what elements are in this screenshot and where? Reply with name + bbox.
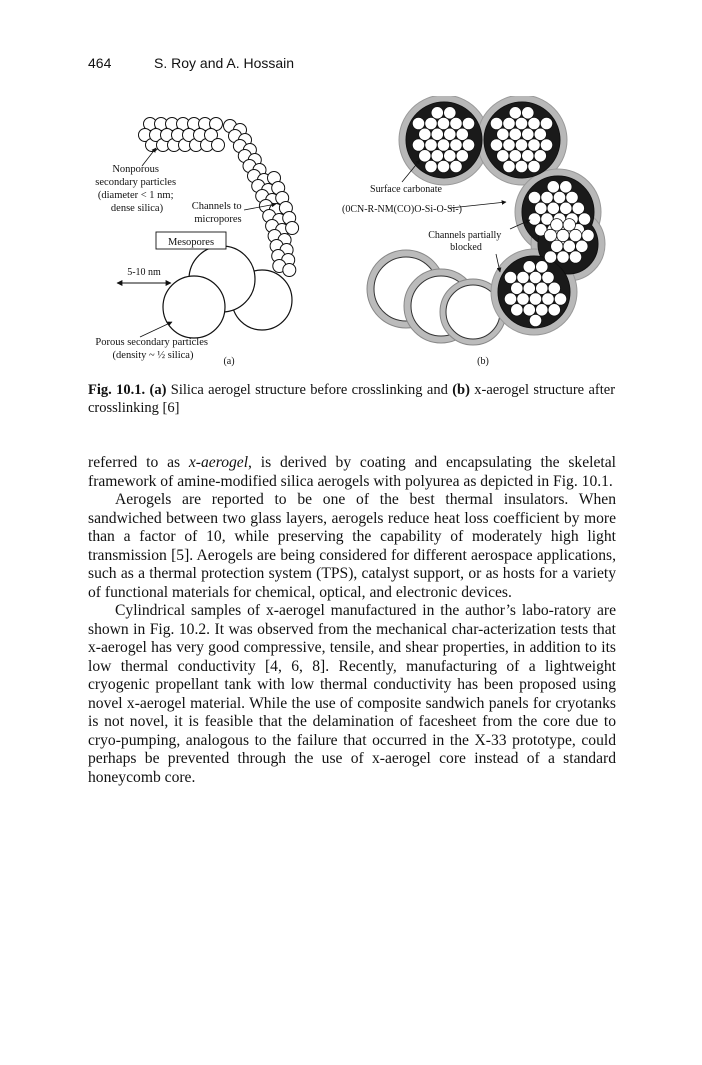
nonporous-particle xyxy=(522,128,534,140)
nonporous-particle xyxy=(419,128,431,140)
nonporous-particle xyxy=(450,139,462,151)
paragraph-1-rest: , is derived by coating and encapsulating the skeletal framework of amine-modified silica aerogels with polyurea as depicted in Fig. 10.1. xyxy=(88,454,616,490)
nonporous-particle xyxy=(497,150,509,162)
nonporous-particle xyxy=(528,213,540,225)
hollow-particles xyxy=(367,250,506,345)
nonporous-particle xyxy=(412,117,424,129)
nonporous-particle xyxy=(551,240,563,252)
nonporous-particle xyxy=(497,128,509,140)
nonporous-particle xyxy=(544,251,556,263)
nonporous-label: Nonporous secondary particles (diameter < 1 nm; dense silica) xyxy=(95,164,177,214)
nonporous-particle xyxy=(548,304,560,316)
caption-a-text: Silica aerogel structure before crosslinking and xyxy=(170,382,448,398)
nonporous-particle xyxy=(462,117,474,129)
nonporous-particle xyxy=(528,139,540,151)
paragraph-2: Aerogels are reported to be one of the best thermal insulators. When sandwiched between two glass layers, aerogels reduce heat loss coefficient by more than a factor of 10, while preserving the capability of moderately high light transmission [5]. Aerogels are being considered for different aerospace applications, such as a thermal protection system (TPS), catalyst support, or as hosts for a variety of functional materials for chemical, optical, and electronic devices. xyxy=(88,491,616,601)
nonporous-particle xyxy=(456,150,468,162)
nonporous-particle xyxy=(431,107,443,119)
nonporous-particle xyxy=(557,251,569,263)
nonporous-particle xyxy=(515,160,527,172)
nonporous-particle xyxy=(444,150,456,162)
nonporous-particle xyxy=(286,222,299,235)
nonporous-particle xyxy=(572,202,584,214)
nonporous-particle xyxy=(529,314,541,326)
page-number: 464 xyxy=(88,55,112,71)
nonporous-particle xyxy=(548,282,560,294)
nonporous-particle xyxy=(509,150,521,162)
caption-label: Fig. 10.1. xyxy=(88,382,146,398)
nonporous-particle xyxy=(542,271,554,283)
nonporous-particle xyxy=(534,150,546,162)
running-authors: S. Roy and A. Hossain xyxy=(154,55,295,71)
nonporous-particle xyxy=(566,191,578,203)
nonporous-particle xyxy=(560,181,572,193)
nonporous-particle xyxy=(560,202,572,214)
nonporous-particle xyxy=(540,139,552,151)
nonporous-particle xyxy=(523,261,535,273)
body-text xyxy=(88,454,616,787)
nonporous-particle xyxy=(547,202,559,214)
panel-a-diagram xyxy=(95,118,298,368)
nonporous-particle xyxy=(425,139,437,151)
surface-carbonate-label: Surface carbonate xyxy=(370,184,442,195)
nonporous-particle xyxy=(212,139,225,152)
polyurea-formula: (0CN-R-NM(CO)O-Si-O-Si-) xyxy=(342,204,462,215)
nonporous-particle xyxy=(517,271,529,283)
nonporous-particle xyxy=(503,160,515,172)
nonporous-particle xyxy=(541,191,553,203)
nonporous-particle xyxy=(431,150,443,162)
figure-caption xyxy=(88,381,615,417)
nonporous-particle xyxy=(437,117,449,129)
nonporous-particle xyxy=(515,139,527,151)
nonporous-particle xyxy=(431,128,443,140)
nonporous-particle xyxy=(504,293,516,305)
nonporous-particle xyxy=(503,117,515,129)
nonporous-particle xyxy=(563,240,575,252)
running-header xyxy=(88,55,294,71)
nonporous-particle xyxy=(536,304,548,316)
nonporous-particle xyxy=(529,271,541,283)
nonporous-particle xyxy=(419,150,431,162)
panel-b-label: (b) xyxy=(477,356,489,367)
nonporous-particle xyxy=(576,240,588,252)
nonporous-particle xyxy=(569,229,581,241)
term-x-aerogel: x-aerogel xyxy=(188,454,249,471)
paragraph-3: Cylindrical samples of x-aerogel manufactured in the author’s labo-ratory are shown in Fig. 10.2. It was observed from the mechanical char-acterization tests that x-aerogel has very good compressive, tensile, and shear properties, in addition to its low thermal conductivity [4, 6, 8]. Recently, manufacturing of a lightweight cryogenic propellant tank with low thermal conductivity has been proposed using novel x-aerogel material. While the use of composite sandwich panels for cryotanks is not novel, it is feasible that the delamination of facesheet from the core due to cryo-pumping, analogous to the failure that occurred in the X-33 prototype, could perhaps be prevented through the use of x-aerogel core instead of a standard honeycomb core. xyxy=(88,602,616,786)
paragraph-1-start: referred to as xyxy=(88,454,189,471)
nonporous-particle xyxy=(528,191,540,203)
nonporous-particle xyxy=(509,107,521,119)
nonporous-particle xyxy=(450,160,462,172)
channels-partially-blocked-label: Channels partially blocked xyxy=(428,230,502,253)
scale-label: 5-10 nm xyxy=(127,267,161,278)
nonporous-particle xyxy=(528,117,540,129)
panel-b-diagram xyxy=(342,96,605,367)
nonporous-particle xyxy=(517,293,529,305)
nonporous-particle xyxy=(578,213,590,225)
channels-label: Channels to micropores xyxy=(191,201,242,225)
nonporous-particle xyxy=(444,128,456,140)
nonporous-particle xyxy=(511,282,523,294)
paragraph-1 xyxy=(88,454,616,491)
nonporous-particle xyxy=(425,160,437,172)
nonporous-particle xyxy=(569,251,581,263)
nonporous-particle xyxy=(425,117,437,129)
nonporous-particle xyxy=(563,219,575,231)
nonporous-particle xyxy=(283,264,296,277)
nonporous-particle xyxy=(437,160,449,172)
figure-illustration xyxy=(80,96,620,372)
nonporous-particle xyxy=(522,107,534,119)
caption-b-text: x-aerogel structure after crosslinking [6] xyxy=(88,382,616,416)
nonporous-particle xyxy=(557,229,569,241)
nonporous-particle xyxy=(528,160,540,172)
nonporous-particle xyxy=(582,229,594,241)
nonporous-particle xyxy=(444,107,456,119)
nonporous-particle xyxy=(535,202,547,214)
nonporous-particle xyxy=(412,139,424,151)
nonporous-particle xyxy=(503,139,515,151)
nonporous-particle xyxy=(534,128,546,140)
mesopores-label: Mesopores xyxy=(167,237,215,248)
nonporous-particle xyxy=(511,304,523,316)
nonporous-particle xyxy=(553,191,565,203)
nonporous-particle xyxy=(536,261,548,273)
nonporous-particle xyxy=(547,181,559,193)
nonporous-particle xyxy=(490,139,502,151)
nonporous-particle xyxy=(523,282,535,294)
panel-a-label: (a) xyxy=(223,356,235,367)
nonporous-particle xyxy=(540,117,552,129)
caption-a-tag: (a) xyxy=(149,382,167,398)
nonporous-particle xyxy=(536,282,548,294)
nonporous-particle xyxy=(456,128,468,140)
nonporous-particle xyxy=(515,117,527,129)
nonporous-particle xyxy=(462,139,474,151)
nonporous-particle xyxy=(490,117,502,129)
figure-10-1 xyxy=(80,96,620,372)
nonporous-particle xyxy=(437,139,449,151)
porous-label: Porous secondary particles (density ~ ½ silica) xyxy=(95,337,208,361)
nonporous-particle xyxy=(554,293,566,305)
nonporous-particle xyxy=(542,293,554,305)
nonporous-particle xyxy=(551,219,563,231)
caption-b-tag: (b) xyxy=(452,382,470,398)
nonporous-particle xyxy=(544,229,556,241)
nonporous-particle xyxy=(523,304,535,316)
nonporous-particle xyxy=(529,293,541,305)
porous-pointer xyxy=(140,322,172,337)
nonporous-particle xyxy=(450,117,462,129)
nonporous-particle xyxy=(522,150,534,162)
nonporous-particle xyxy=(509,128,521,140)
nonporous-particle xyxy=(504,271,516,283)
